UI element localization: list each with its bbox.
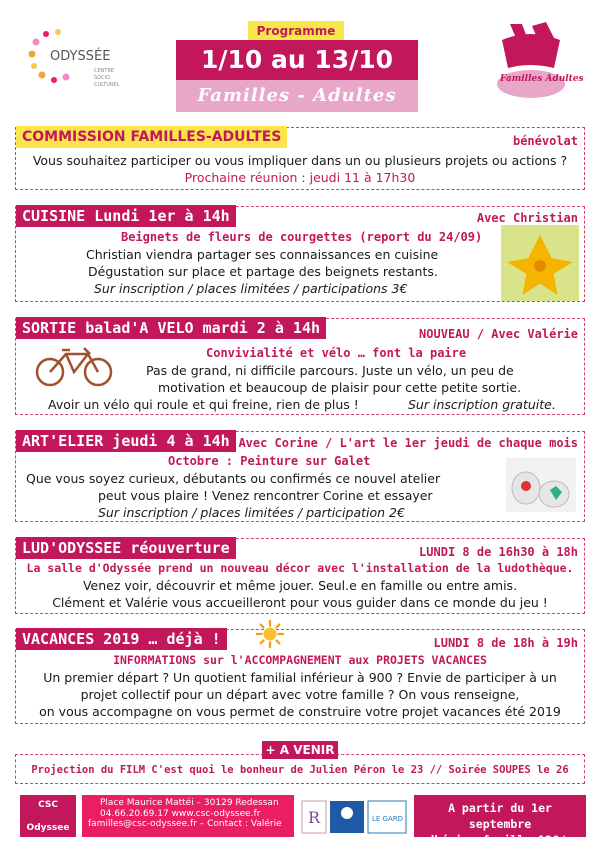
audience-subtitle: Familles - Adultes <box>176 80 418 112</box>
section-title: COMMISSION FAMILLES-ADULTES <box>16 126 287 148</box>
section-tag: NOUVEAU / Avec Valérie <box>419 327 578 341</box>
section-tag: LUNDI 8 de 16h30 à 18h <box>419 545 578 559</box>
programme-label: Programme <box>248 21 344 41</box>
section-tag: bénévolat <box>512 134 578 148</box>
section-title: CUISINE Lundi 1er à 14h <box>16 205 236 227</box>
section-tag: Avec Corine / L'art le 1er jeudi de chaque mois <box>238 436 578 450</box>
svg-text:SOCIO: SOCIO <box>94 75 111 81</box>
section-tag: LUNDI 8 de 18h à 19h <box>433 636 578 650</box>
section-artelier: ART'ELIER jeudi 4 à 14h Avec Corine / L'art le 1er jeudi de chaque mois Octobre : Peinture sur Galet Que vous soyez curieux, débutants ou confirmés ce nouvel atelier peut vous plaire ! Venez rencontrer Corine et essayer Sur inscription / places limitées / participation 2€ <box>15 431 585 522</box>
section-commission: COMMISSION FAMILLES-ADULTES bénévolat Vous souhaitez participer ou vous impliquer dans un ou plusieurs projets ou actions ? Prochaine réunion : jeudi 11 à 17h30 <box>15 127 585 190</box>
footer <box>0 795 600 849</box>
section-velo: SORTIE balad'A VELO mardi 2 à 14h NOUVEAU / Avec Valérie Convivialité et vélo … font la paire Pas de grand, ni difficile parcours. Juste un vélo, un peu de motivation et beaucoup de plaisir pour cette petite sortie. Avoir un vélo qui roule et qui freine, rien de plus ! Sur inscription gratuite. <box>15 318 585 415</box>
svg-text:CENTRE: CENTRE <box>94 68 115 74</box>
adhesion-info: A partir du 1er septembre adhésion famille 12€/an <box>414 795 586 837</box>
upcoming-text: Projection du FILM C'est quoi le bonheur de Julien Péron le 23 // Soirée SOUPES le 26 <box>31 764 569 776</box>
section-tag: Avec Christian <box>476 211 578 225</box>
upcoming-label: + A VENIR <box>262 741 338 759</box>
logo-right-text: Familles Adultes <box>500 74 584 84</box>
svg-text:CULTUREL: CULTUREL <box>94 82 120 88</box>
partner-label: LE GARD <box>372 815 404 823</box>
section-title: ART'ELIER jeudi 4 à 14h <box>16 430 236 452</box>
csc-logo: CSC Odyssee <box>20 795 76 837</box>
odyssee-logo <box>24 22 134 98</box>
painted-stones-image <box>506 458 576 512</box>
logo-text: ODYSSÉE <box>50 49 111 64</box>
phone-website[interactable]: 04.66.20.69.17 www.csc-odyssee.fr <box>100 808 261 819</box>
people-icon <box>497 22 565 98</box>
sun-icon <box>256 620 284 648</box>
date-range-title: 1/10 au 13/10 <box>176 40 418 80</box>
contact-info <box>82 795 294 837</box>
section-title: LUD'ODYSSEE réouverture <box>16 537 236 559</box>
svg-text:R: R <box>308 808 321 827</box>
email-contact[interactable]: familles@csc-odyssee.fr – Contact : Valérie <box>88 819 282 829</box>
bicycle-icon <box>34 344 114 388</box>
courgette-flower-image <box>501 225 579 301</box>
section-cuisine: CUISINE Lundi 1er à 14h Avec Christian Beignets de fleurs de courgettes (report du 24/09) Christian viendra partager ses connaissances en cuisine Dégustation sur place et partage des beignets restants. Sur inscription / places limitées / participations 3€ <box>15 206 585 302</box>
address: Place Maurice Mattéi – 30129 Redessan <box>100 798 279 808</box>
familles-adultes-logo <box>492 18 584 104</box>
section-ludodyssee: LUD'ODYSSEE réouverture LUNDI 8 de 16h30 à 18h La salle d'Odyssée prend un nouveau décor avec l'installation de la ludothèque. Venez voir, découvrir et même jouer. Seul.e en famille ou entre amis. Clément et Valérie vous accueilleront pour vous guider dans ce monde du jeu ! <box>15 538 585 614</box>
section-title: VACANCES 2019 … déjà ! <box>16 628 227 650</box>
section-title: SORTIE balad'A VELO mardi 2 à 14h <box>16 317 326 339</box>
section-vacances: VACANCES 2019 … déjà ! LUNDI 8 de 18h à 19h INFORMATIONS sur l'ACCOMPAGNEMENT aux PROJETS VACANCES Un premier départ ? Un quotient familial inférieur à 900 ? Envie de participer à un projet collectif pour un départ avec votre famille ? On vous renseigne, on vous accompagne on vous permet de construire votre projet vacances été 2019 <box>15 629 585 724</box>
partner-logos <box>300 795 408 839</box>
